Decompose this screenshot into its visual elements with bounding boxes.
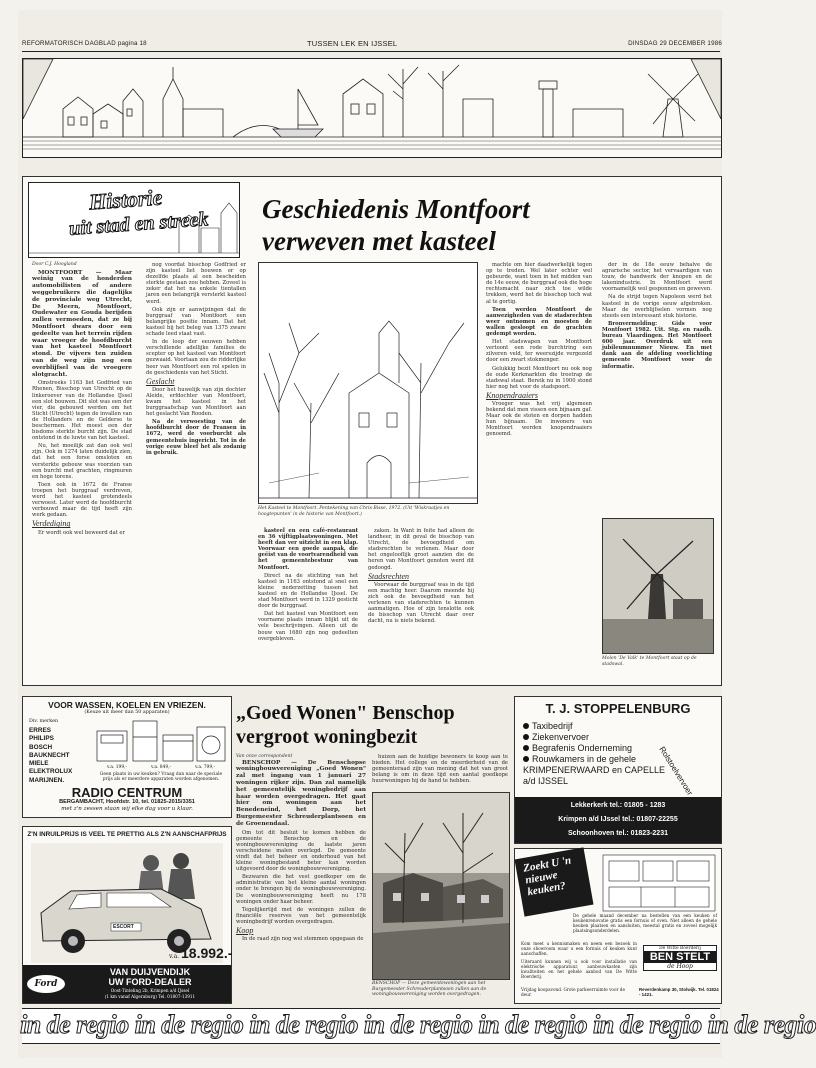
radio-subline: (Keuze uit meer dan 50 apparaten): [84, 710, 170, 715]
subhead-koop: Koop: [236, 925, 254, 935]
header-right: DINSDAG 29 DECEMBER 1986: [628, 40, 722, 47]
price-1: v.a. 199,-: [106, 765, 128, 770]
ford-dealer-line1: VAN DUIJVENDIJK: [109, 967, 191, 977]
main-title-line1: Geschiedenis Montfoort: [262, 194, 530, 224]
ford-logo: Ford: [27, 975, 65, 993]
radio-address: BERGAMBACHT, Hoofdstr. 10, tel. 01825-2015/3351: [59, 799, 195, 805]
keuken-headline: Zoekt U 'n nieuwe keuken?: [522, 854, 572, 899]
main-title-line2: verweven met kasteel: [262, 226, 496, 256]
brand-bauknecht: BAUKNECHT: [29, 751, 70, 759]
ford-ad: [22, 826, 232, 1004]
main-col-6: [602, 262, 712, 512]
stoppelenburg-phones: [515, 797, 721, 843]
main-col6-p2: Na de strijd tegen Napoleon werd het kasteel in de vorige eeuw afgebroken. Maar de overblijfselen vormen nog steeds een interessant stuk historie.: [602, 294, 712, 319]
footer-text: in de regio in de regio in de regio in de regio in de regio in de regio in de regio: [20, 1010, 816, 1039]
ben-stelt-top: De Witte Boerderij: [659, 946, 701, 951]
price-3: v.a. 799,-: [194, 765, 216, 770]
brand-elektrolux: ELEKTROLUX: [29, 768, 73, 776]
stoppelenburg-services: [523, 721, 673, 787]
subhead-geslacht: Geslacht: [146, 376, 175, 386]
main-p-verdediging: Er wordt ook wel beweerd dat er: [38, 529, 125, 536]
castle-caption: Het Kasteel te Montfoort. Pentekening van Chris Bisse, 1972. (Uit 'Wiskraatjes en hoogtepunten' in de historie van Montfoort.): [258, 506, 450, 517]
radio-store-name: RADIO CENTRUM: [71, 785, 183, 800]
main-col2-p2: Ook zijn er aanwijzingen dat de burggraaf van Montfoort een belangrijke positie innam. Dat het kasteel bij het beleg van 1375 zware schade leed staat vast.: [146, 306, 246, 338]
price-2: v.a. 849,-: [150, 765, 172, 770]
main-col5-p4: Gelukkig bezit Montfoort nu ook nog de oude Kerkmarkten die treetrap de stadswal staat. Bereik nu in 1900 stond hier nog het voor de stadspoort.: [486, 365, 592, 390]
radio-slogan: met z'n zessen staan wij elke dag voor u klaar.: [61, 806, 193, 812]
radio-prices: [95, 765, 227, 770]
ford-dealer-line2: UW FORD-DEALER: [108, 977, 192, 987]
windmill-caption: Molen 'De Valk' te Montfoort staat op de stadswal.: [602, 656, 697, 667]
bronvermelding: Bronvermelding: Gids voor Montfoort 1982. Uit. Stg. en raadh. bureau Vlaardingen. Het Montfoort 600 jaar. Overdruk uit een jubileumnummer Nieuw. En met dank aan de afdeling voorlichting gemeente Montfoort voor de informatie.: [602, 320, 712, 370]
phone-krimpen: Krimpen a/d IJssel tel.: 01807-22255: [558, 816, 678, 823]
bullet-icon: [523, 745, 529, 751]
windmill-photo: [602, 518, 714, 654]
stoppelenburg-title: T. J. STOPPELENBURG: [545, 701, 691, 716]
radio-centrum-ad: [22, 696, 232, 818]
main-col-3: [258, 528, 358, 680]
appliances-illustration: [93, 717, 227, 765]
main-col3-p3: Dat het kasteel van Montfoort een voorname plaats innam blijkt uit de vele beschrijvingen. Alleen uit de bouw van 1680 zijn nog gedeelten overgebleven.: [258, 611, 358, 642]
main-byline: Door C.J. Hoogland: [32, 262, 77, 267]
header-rule: [22, 51, 720, 52]
subhead-verdediging: Verdediging: [32, 519, 71, 529]
radio-brands-list: [29, 727, 72, 785]
keuken-footnote: Vrijdag koopavond. Grote parkeerruimte voor de deur.: [521, 987, 625, 997]
ford-headline: Z'N INRUILPRIJS IS VEEL TE PRETTIG ALS Z'N AANSCHAFPRIJS: [27, 831, 227, 838]
kitchen-illustration: [601, 853, 717, 913]
main-col2-p3: In de loop der eeuwen hebben verschillende adellijke families de scepter op het kasteel van Montfoort gezwaaid. Voortaan zou de ridderlijke heer van Montfoort een rol spelen in de geschiedenis van het Sticht.: [146, 339, 246, 376]
benschop-col-2: [372, 754, 508, 784]
service-begrafenis: Begrafenis Onderneming: [523, 743, 673, 754]
skyline-illustration: [23, 59, 721, 157]
main-col4-p2: Voorwaar de burggraaf was in de tijd een machtig heer. Daarom meende hij zich ook de bevoegdheid van het verlenen van stadsrechten te kunnen aanmatigen. Hoe of zijn tenslotte ook de bisschop van Utrecht daar over dacht, nu is niets bekend.: [368, 581, 474, 625]
stoppelenburg-side: Rolstoelvervoer: [657, 745, 695, 797]
bullet-icon: [523, 734, 529, 740]
main-col5-p3: Het stadswapen van Montfoort vertoont een rode burchtring een zilveren veld, ter weerszijde vergezeld door een zwart stokmenger.: [486, 339, 592, 364]
subhead-knopendraaiers: Knopendraaiers: [486, 390, 538, 400]
keuken-blurb2: Kom meet u kennismaken en neem een bezoek in onze showroom waar u een fornuis of keuken kunt aanschaffen.: [521, 941, 637, 956]
radio-headline: VOOR WASSEN, KOELEN EN VRIEZEN.: [48, 700, 206, 710]
main-col2-p4: Door het huwelijk van zijn dochter Aleide, erfdochter van Montfoort, kwam het kasteel in het burggraafschap van Montfoort aan het geslacht Van Rooden.: [146, 386, 246, 418]
main-col2-p5: Na de verwoesting van de hoofdburcht door de Fransen in 1672, werd de voorburcht als gemeentehuis ingericht. Tot in de vorige eeuw bleef het als zodanig in gebruik.: [146, 419, 246, 456]
keuken-address: Reverdenkamp 30, Stolwijk. Tel. 01824 - 1421.: [639, 987, 719, 998]
header-left: REFORMATORISCH DAGBLAD pagina 18: [22, 40, 147, 47]
ford-dealer-addr2: (1 km vanaf Algeraburg) Tel. 01807-13911: [104, 994, 196, 999]
radio-brands-label: Div. merken: [29, 719, 59, 724]
brand-bosch: BOSCH: [29, 743, 53, 751]
benschop-houses-image: [373, 793, 509, 979]
keuken-blurb3: Uiteraard kunnen wij u ook voor installatie van elektrische apparatuur, aanbouwkasten zijn kwaliteiten en het gehele aanbod van De Witte Boerderij.: [521, 959, 637, 979]
benschop-p3: Tegelijkertijd met de woningen zullen de financiële reserves van het gemeentelijk woningbedrijf worden overgedragen.: [236, 906, 366, 925]
service-rouwkamers: Rouwkamers in de gehele KRIMPENERWAARD en CAPELLE a/d IJSSEL: [523, 754, 666, 786]
benschop-p1: Om tot dit besluit te komen hebben de gemeente Benschop en de woningbouwvereniging de laatste jaren verscheidene malen overlegd. De gemeente vindt dat het beheer en onderhoud van het kleine woningbestand beter kan worden uitgevoerd door de woningbouwvereniging.: [236, 829, 366, 873]
footer-text-wrap: [20, 1010, 816, 1040]
historie-logo-line1: Historie: [88, 184, 164, 215]
main-col3-p1: kasteel en een café-restaurant en 36 vijftigplaatswoningen. Met heeft dan ver uitzicht in een klap. Voorwaar een goede aanpak, die geëist van de voortvarendheid van het gemeentebestuur van Montfoort.: [258, 528, 358, 571]
brand-marijnen: MARIJNEN.: [29, 776, 65, 784]
benschop-byline: Van onze correspondent: [236, 754, 293, 759]
main-p3: Toen ook in 1672 de Franse troepen het burggraaf verdreven, werd het kasteel grotendeels verwoest. Later werd de hoofdburcht verbouwd maar de tijd heeft zijn werk gedaan.: [32, 481, 132, 519]
stoppelenburg-ad: [514, 696, 722, 844]
benschop-title-line2: vergroot woningbezit: [236, 726, 418, 748]
ben-stelt-logo: [643, 945, 717, 971]
benschop-col2-p1: huizen aan de huidige bewoners te koop aan te bieden. Het college en de meerderheid van de gemeenteraad zijn van mening dat het van groot belang is om in deze tijd een aantal goedkope huurwoningen bij de hand te hebben.: [372, 754, 508, 785]
main-p2: Nu, het moeilijk zat dan ook wel zijn. Ook in 1274 laten duidelijk zien, dat het een forse omsloten en versterkte gebouw was voorzien van een burcht met grachten, ringmuren en hoge torens.: [32, 443, 132, 480]
main-col-2: [146, 262, 246, 680]
main-col-5: [486, 262, 592, 680]
main-col-1: [32, 262, 132, 680]
bullet-icon: [523, 723, 529, 729]
castle-drawing: [258, 262, 478, 504]
main-col6-p1: der in de 18e eeuw behalve de agrarische sector, het vervaardigen van touw, de handwerk der knopen en de lakenindustrie. In Montfoort werd voornamelijk wol gesponnen en geweven.: [602, 262, 712, 293]
town-skyline-banner: [22, 58, 722, 158]
main-p1: Omstreeks 1163 liet Godfried van Rhenen, Bisschop van Utrecht op de linkeroever van de Hollandse IJssel een slot bouwen. Dit slot was een der vier, die gebouwd werden om het Sticht (Utrecht) tegen de invallen van de Hollanders en de Gelderse te beschermen. Het moest een der bisdoms sterkte burcht zijn. De stad ontstond in de luwte van het kasteel.: [32, 380, 132, 442]
historie-logo: [28, 182, 240, 258]
main-lede: MONTFOORT — Maar weinig van de honderden automobilisten of andere weggebruikers die dagelijks de provinciale weg Utrecht, De Meern, Montfoort, Oudewater en Gouda berijden zullen vermoeden, dat ze bij Montfoort dwars door een gedeelte van het terrein rijden waar vroeger de hoofdburcht van het kasteel Montfoort stond. De vijvers ten zuiden van de weg zijn nog een overblijfsel van de vroegere slotgracht.: [32, 269, 132, 378]
benschop-p4: In de raad zijn nog wel stemmen opgegaan de: [242, 936, 364, 943]
subhead-stadsrechten: Stadsrechten: [368, 571, 410, 581]
historie-logo-line2: uit stad en streek: [68, 208, 210, 240]
ben-stelt-sub: de Hoop: [667, 963, 693, 970]
radio-note: Geen plaats in uw keuken? Vraag dan naar de speciale prijs als er meerdere apparaten worden afgenomen.: [99, 772, 223, 783]
windmill-image: [603, 519, 713, 653]
brand-philips: PHILIPS: [29, 735, 54, 743]
service-ziekenvervoer: Ziekenvervoer: [523, 732, 673, 743]
main-col5-p5: Vroeger was het vrij algemeen bekend dat men vissen een bijnaam gaf. Maar ook de stoten en dorpen hadden hun bijnaam. De inwoners van Montfoort werden knopendraaiers genoemd.: [486, 400, 592, 438]
phone-schoonhoven: Schoonhoven tel.: 01823-2231: [568, 830, 668, 837]
main-col4-p1: zaken. In Want in feite had alleen de landheer, in dit geval de bisschop van Utrecht, de bevoegdheid om stadsrechten te verlenen. Maar door het ongelooflijk groot aanzien die de heren van Montfoort genoten werd dit gedoogd.: [368, 528, 474, 571]
main-col3-p2: Direct na de stichting van het kasteel in 1163 ontstond al snel een kleine nederzetting tussen het kasteel en de Hollandse IJssel. De stad Montfoort werd in 1329 gesticht door de burggraaf.: [258, 572, 358, 610]
ford-price: 18.992.-: [181, 945, 233, 961]
benschop-lede: BENSCHOP — De Benschopse woningbouwvereniging „Goed Wonen" zal met ingang van 1 januari 27 woningen rijker zijn. Dan zal namelijk het gemeentelijk woningbedrijf aan haar worden overgedragen. Het gaat hier om woningen aan het Benedeneind, het Dorp, het Burgemeester Schreuderplantsoen en de Groenendaal.: [236, 759, 366, 827]
brand-miele: MIELE: [29, 760, 49, 768]
service-taxi: Taxibedrijf: [523, 721, 673, 732]
benschop-title-line1: „Goed Wonen" Benschop: [236, 702, 455, 724]
benschop-p2: Bezwaren die het vest goedkoper om de administratie van het kleine aantal woningen onder te brengen bij de woningbouwvereniging. De woningbouwvereniging heeft nu 178 woningen onder haar beheer.: [236, 874, 366, 905]
main-col5-p2: Toen werden Montfoort de aanwezigheden van de stadsrechten weer ontnomen en moesten de wallen gesloopt en de grachten gedempt worden.: [486, 306, 592, 338]
ford-dealer-bar: [23, 965, 231, 1003]
phone-lekkerkerk: Lekkerkerk tel.: 01805 - 1283: [570, 802, 666, 809]
benschop-col-1: [236, 754, 366, 1000]
keuken-ad: [514, 848, 722, 1004]
header-center: TUSSEN LEK EN IJSSEL: [307, 39, 398, 48]
benschop-photo: [372, 792, 510, 980]
main-col5-p1: machte om hier daadwerkelijk tegen op te treden. Wel later echter wel gebeurde, want toen in het midden van de 14e eeuw, de burggraaf ook die hoge rechtsmacht naar zich toe wilde trekken, werd het de bisschop toch wat al te gortig.: [486, 262, 592, 305]
brand-erres: ERRES: [29, 727, 52, 734]
ben-stelt-main: BEN STELT: [644, 951, 716, 963]
benschop-caption: BENSCHOP — Deze gemeentewoningen aan het Burgemeester Schreuderplantsoen zullen aan de woningbouwvereniging worden overgedragen.: [372, 981, 487, 998]
bullet-icon: [523, 756, 529, 762]
ford-price-prefix: v.a.: [169, 953, 180, 960]
castle-sketch: [259, 263, 477, 503]
ford-plate: ESCORT: [113, 924, 134, 930]
main-col2-p1: nog voordat bisschop Godfried er zijn kasteel liet bouwen er op dezelfde plaats al een bescheiden sterkte gestaan zou hebben. Zoveel is zeker dat het na enkele tientallen jaren een belangrijk versterkt kasteel werd.: [146, 262, 246, 305]
keuken-blurb1: De gehele maand december na bestellen van een keuken of keukenrenovatie gratis een fornuis of oven. Niet alleen de gehele keuken plaatsen en aansluiten, meestal gratis en zoveel mogelijk plaatsingsonderdelen.: [573, 913, 717, 933]
in-de-regio-footer: [20, 1008, 816, 1044]
main-col-4: [368, 528, 474, 680]
ford-dealer-addr1: Oost-Tinteling 2b, Krimpen a/d IJssel: [110, 988, 190, 993]
